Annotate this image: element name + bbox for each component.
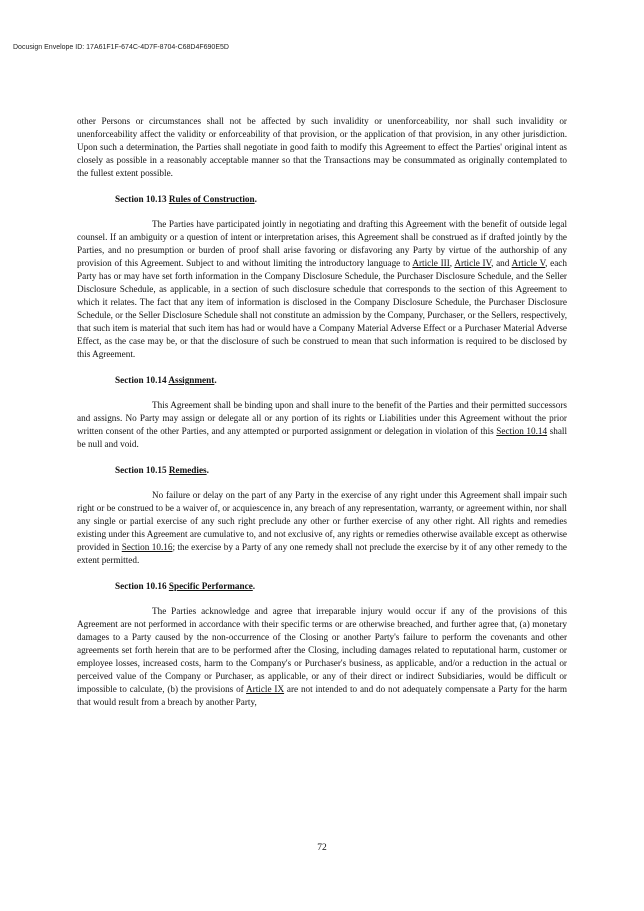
ref-article-iii[interactable]: Article III — [412, 258, 450, 268]
ref-article-iv[interactable]: Article IV — [454, 258, 492, 268]
ref-section-10-14[interactable]: Section 10.14 — [496, 426, 548, 436]
ref-section-10-16[interactable]: Section 10.16 — [121, 542, 173, 552]
intro-paragraph: other Persons or circumstances shall not be affected by such invalidity or unenforceability, nor shall such invalidity or unenforceability affect the validity or enforceability of that provision, or the application of that provision, in any other jurisdiction. Upon such a determination, the Parties shall negotiate in good faith to modify this Agreement to effect the Parties' original intent as closely as possible in a reasonably acceptable manner so that the Transactions may be consummated as originally contemplated to the fullest extent possible. — [77, 116, 567, 178]
section-title: Specific Performance — [168, 581, 253, 591]
section-title: Rules of Construction — [168, 194, 255, 204]
section-number: Section 10.16 — [115, 581, 167, 591]
section-title: Assignment — [168, 375, 215, 385]
section-number: Section 10.15 — [115, 465, 167, 475]
section-10-13-paragraph: The Parties have participated jointly in negotiating and drafting this Agreement with the benefit of outside legal counsel. If an ambiguity or a question of intent or interpretation arises, this Agreement shall be construed as if drafted jointly by the Parties, and no presumption or burden of proof shall arise favoring or disfavoring any Party by virtue of the authorship of any provision of this Agreement. Subject to and without limiting the introductory language to Article III, Article IV, and Article V, each Party has or may have set forth information in the Company Disclosure Schedule, the Purchaser Disclosure Schedule, and the Seller Disclosure Schedule, as applicable, in a section of such disclosure schedule that corresponds to the section of this Agreement to which it relates. The fact that any item of information is disclosed in the Company Disclosure Schedule, the Purchaser Disclosure Schedule, or the Seller Disclosure Schedule shall not constitute an admission by the Company, Purchaser, or the Sellers, respectively, that such item is material that such item has had or would have a Company Material Adverse Effect or a Purchaser Material Adverse Effect, as the case may be, or that the disclosure of such be construed to mean that such information is required to be disclosed by this Agreement. — [77, 219, 567, 359]
section-10-14-heading: Section 10.14 Assignment. — [115, 375, 217, 385]
section-number: Section 10.13 — [115, 194, 167, 204]
section-number: Section 10.14 — [115, 375, 167, 385]
section-10-13-heading: Section 10.13 Rules of Construction. — [115, 194, 257, 204]
section-10-16-paragraph: The Parties acknowledge and agree that irreparable injury would occur if any of the provisions of this Agreement are not performed in accordance with their specific terms or are otherwise breached, and further agree that, (a) monetary damages to a Party caused by the non-occurrence of the Closing or another Party's failure to perform the covenants and other agreements set forth herein that are to be performed after the Closing, including damages related to reputational harm, customer or employee losses, increased costs, harm to the Company's or Purchaser's business, as applicable, and/or a reduction in the actual or perceived value of the Company or Purchaser, as applicable, or any of their direct or indirect Subsidiaries, would be difficult or impossible to calculate, (b) the provisions of Article IX are not intended to and do not adequately compensate a Party for the harm that would result from a breach by another Party, — [77, 606, 568, 707]
docusign-envelope-id: Docusign Envelope ID: 17A61F1F-674C-4D7F-8704-C68D4F690E5D — [13, 44, 229, 51]
page-number: 72 — [317, 843, 327, 853]
section-10-16-heading: Section 10.16 Specific Performance. — [115, 581, 256, 591]
section-10-15-paragraph: No failure or delay on the part of any Party in the exercise of any right under this Agreement shall impair such right or be construed to be a waiver of, or acquiescence in, any breach of any representation, warranty, or agreement within, nor shall any single or partial exercise of any such right preclude any other or further exercise of any other right. All rights and remedies existing under this Agreement are cumulative to, and not exclusive of, any rights or remedies otherwise available except as otherwise provided in Section 10.16; the exercise by a Party of any one remedy shall not preclude the exercise by it of any other remedy to the extent permitted. — [77, 490, 568, 565]
section-10-14-paragraph: This Agreement shall be binding upon and shall inure to the benefit of the Parties and their permitted successors and assigns. No Party may assign or delegate all or any portion of its rights or Liabilities under this Agreement without the prior written consent of the other Parties, and any attempted or purported assignment or delegation in violation of this Section 10.14 shall be null and void. — [77, 400, 568, 449]
section-10-15-heading: Section 10.15 Remedies. — [115, 465, 209, 475]
ref-article-v[interactable]: Article V — [511, 258, 546, 268]
ref-article-ix[interactable]: Article IX — [246, 684, 285, 694]
document-body — [77, 115, 567, 709]
section-title: Remedies — [168, 465, 207, 475]
